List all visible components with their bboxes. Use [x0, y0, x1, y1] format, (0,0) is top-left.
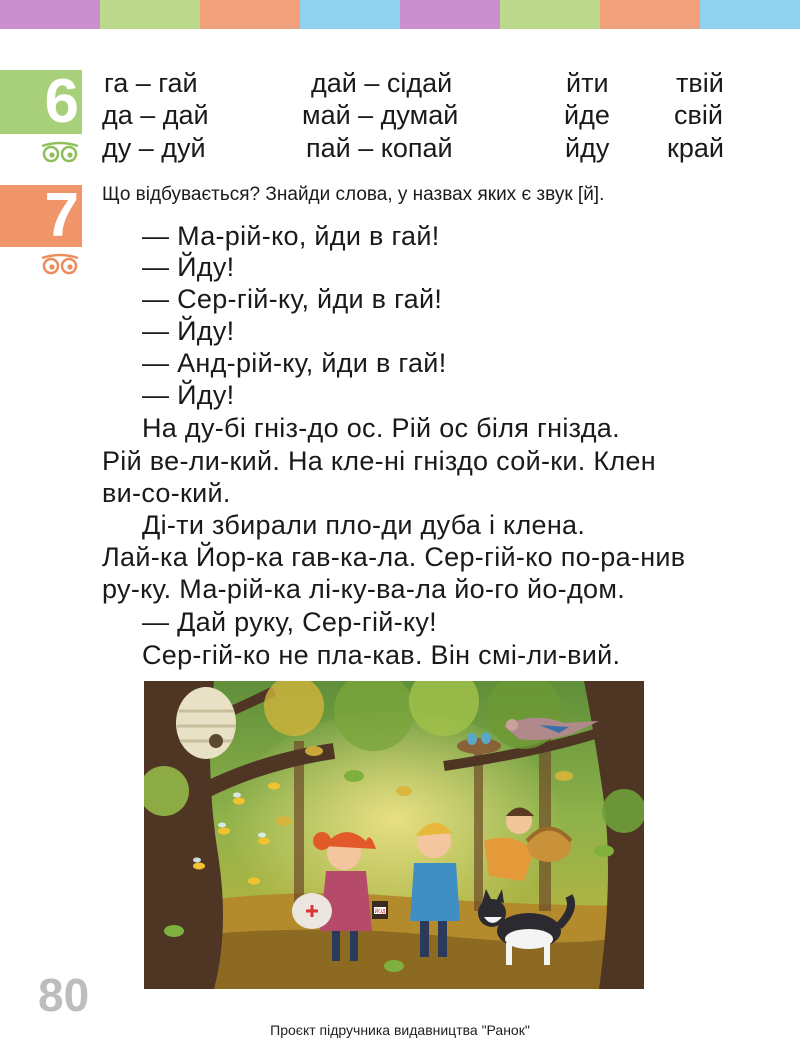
word: твій — [676, 68, 724, 98]
word: край — [667, 133, 724, 163]
text-line: Ді-ти збирали пло-ди дуба і клена. — [142, 510, 586, 540]
header-color-stripe — [0, 0, 800, 29]
text-line: — Сер-гій-ку, йди в гай! — [142, 284, 443, 314]
text-line: — Йду! — [142, 252, 235, 282]
text-line: — Ма-рій-ко, йди в гай! — [142, 221, 440, 251]
stripe-segment — [0, 0, 100, 29]
word: свій — [674, 100, 723, 130]
text-line: — Йду! — [142, 380, 235, 410]
syllable-pair: га – гай — [104, 68, 198, 98]
exercise-6-number: 6 — [44, 67, 79, 136]
forest-illustration — [144, 681, 644, 989]
footer-note: Проєкт підручника видавництва "Ранок" — [270, 1022, 530, 1038]
eyes-icon — [40, 253, 80, 275]
stripe-segment — [100, 0, 200, 29]
text-line: — Йду! — [142, 316, 235, 346]
stripe-segment — [200, 0, 300, 29]
stripe-segment — [400, 0, 500, 29]
exercise-7-instruction: Що відбувається? Знайди слова, у назвах яких є звук [й]. — [102, 184, 605, 205]
syllable-pair: май – думай — [302, 100, 459, 130]
text-line: Сер-гій-ко не пла-кав. Він смі-ли-вий. — [142, 640, 621, 670]
exercise-7-badge — [0, 181, 82, 250]
text-line: ру-ку. Ма-рій-ка лі-ку-ва-ла йо-го йо-дом. — [102, 574, 625, 604]
page-number: 80 — [38, 969, 90, 1021]
text-line: Лай-ка Йор-ка гав-ка-ла. Сер-гій-ко по-ра-нив — [102, 542, 686, 572]
stripe-segment — [600, 0, 700, 29]
iodine-label: ЙОД — [374, 909, 386, 915]
syllable-pair: ду – дуй — [102, 133, 206, 163]
eyes-icon — [40, 141, 80, 163]
text-line: — Дай руку, Сер-гій-ку! — [142, 607, 437, 637]
exercise-7-number: 7 — [44, 181, 79, 250]
stripe-segment — [300, 0, 400, 29]
text-line: На ду-бі гніз-до ос. Рій ос біля гнізда. — [142, 413, 620, 443]
text-line: — Анд-рій-ку, йди в гай! — [142, 348, 447, 378]
text-line: Рій ве-ли-кий. На кле-ні гніздо сой-ки. Клен — [102, 446, 656, 476]
syllable-pair: дай – сідай — [311, 68, 453, 98]
exercise-6-badge — [0, 67, 82, 136]
text-line: ви-со-кий. — [102, 478, 231, 508]
stripe-segment — [700, 0, 800, 29]
syllable-pair: пай – копай — [306, 133, 453, 163]
word: йде — [564, 100, 610, 130]
word: йду — [565, 133, 610, 163]
word: йти — [566, 68, 609, 98]
syllable-pair: да – дай — [102, 100, 209, 130]
stripe-segment — [500, 0, 600, 29]
